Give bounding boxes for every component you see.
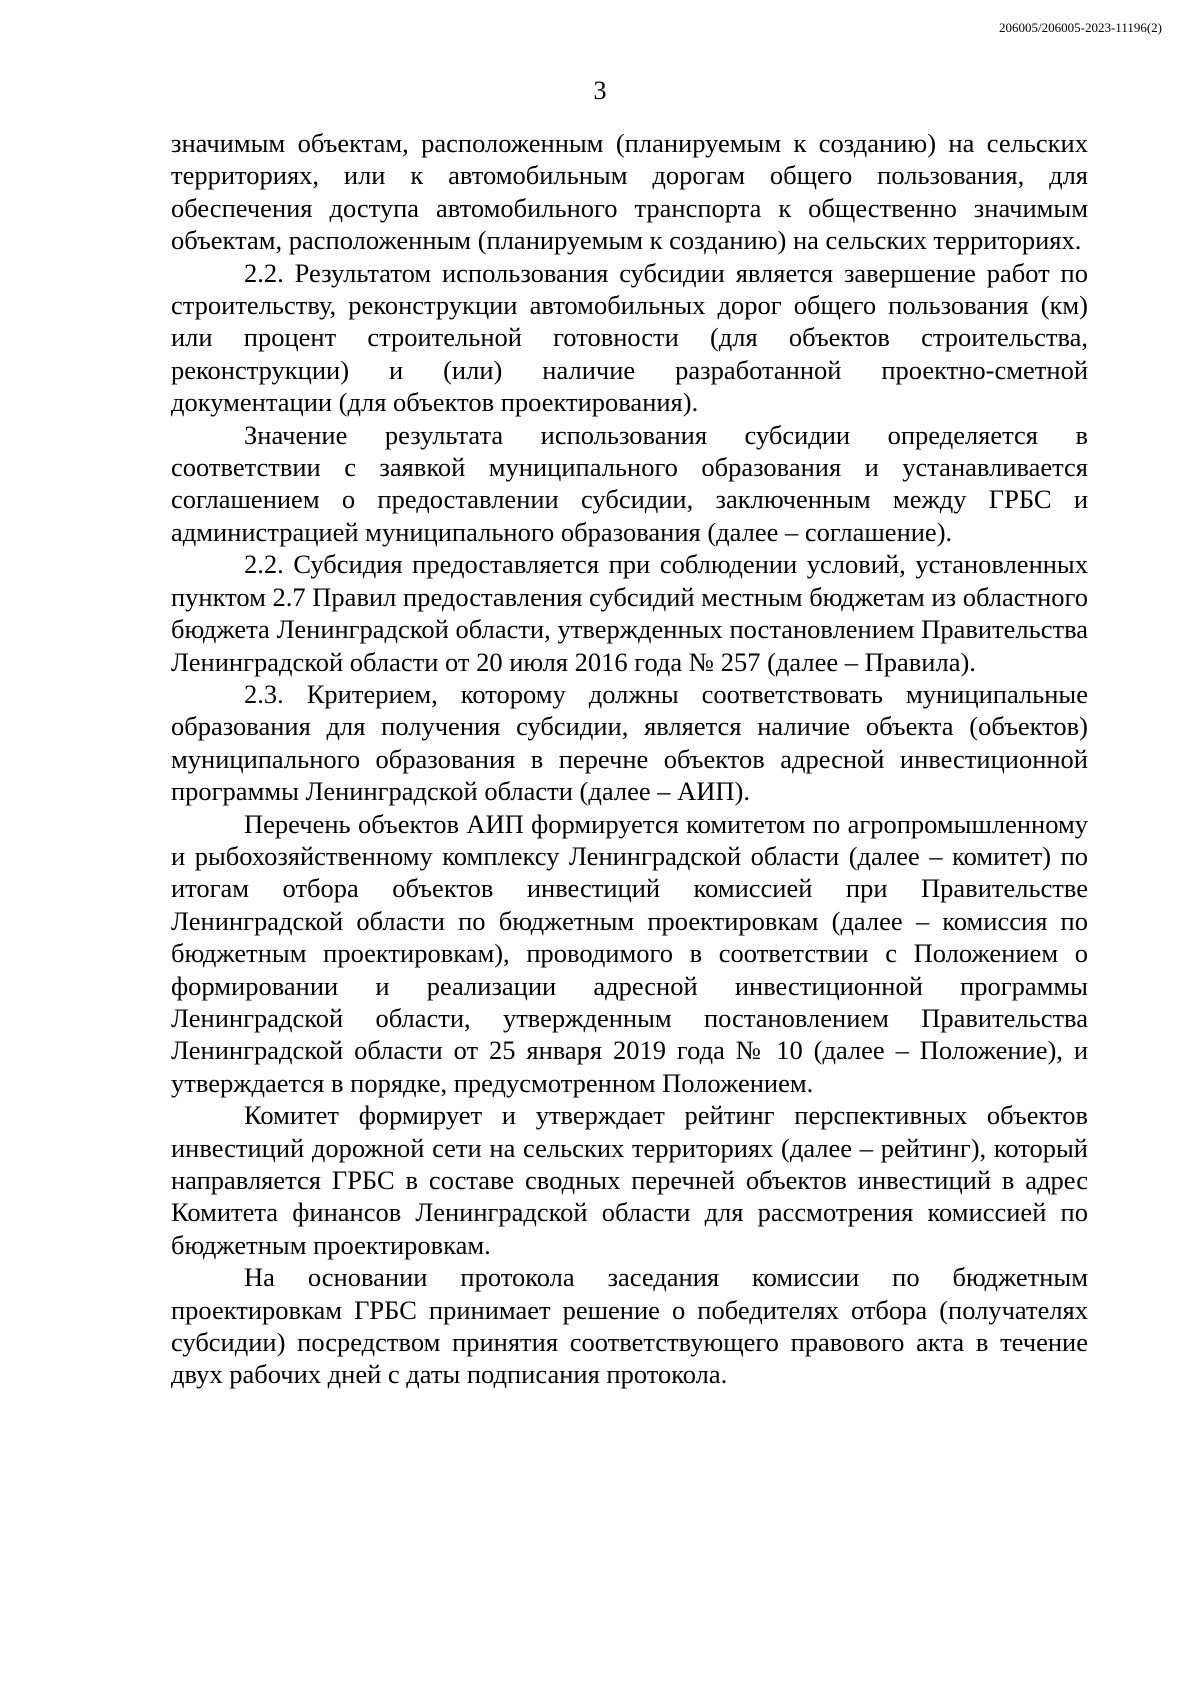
document-body [171, 127, 1088, 1391]
paragraph-result-of-subsidy: 2.2. Результатом использования субсидии является завершение работ по строительству, реконструкции автомобильных дорог общего пользования (км) или процент строительной готовности (для объектов строительства, реконструкции) и (или) наличие разработанной проектно-сметной документации (для объектов проектирования). [171, 257, 1088, 418]
document-id: 206005/206005-2023-11196(2) [999, 20, 1162, 35]
paragraph-continuation: значимым объектам, расположенным (планируемым к созданию) на сельских территориях, или к автомобильным дорогам общего пользования, для обеспечения доступа автомобильного транспорта к общественно значимым объектам, расположенным (планируемым к созданию) на сельских территориях. [171, 128, 1088, 256]
paragraph-rating: Комитет формирует и утверждает рейтинг перспективных объектов инвестиций дорожной сети на сельских территориях (далее – рейтинг), который направляется ГРБС в составе сводных перечней объектов инвестиций в адрес Комитета финансов Ленинградской области для рассмотрения комиссией по бюджетным проектировкам. [171, 1100, 1088, 1260]
paragraph-result-value: Значение результата использования субсидии определяется в соответствии с заявкой муниципального образования и устанавливается соглашением о предоставлении субсидии, заключенным между ГРБС и администрацией муниципального образования (далее – соглашение). [171, 419, 1088, 547]
paragraph-criterion: 2.3. Критерием, которому должны соответствовать муниципальные образования для получения субсидии, является наличие объекта (объектов) муниципального образования в перечне объектов адресной инвестиционной программы Ленинградской области (далее – АИП). [171, 678, 1088, 807]
page-number: 3 [593, 76, 607, 105]
paragraph-subsidy-conditions: 2.2. Субсидия предоставляется при соблюдении условий, установленных пунктом 2.7 Правил предоставления субсидий местным бюджетам из областного бюджета Ленинградской области, утвержденных постановлением Правительства Ленинградской области от 20 июля 2016 года № 257 (далее – Правила). [171, 549, 1088, 677]
paragraph-protocol-decision: На основании протокола заседания комиссии по бюджетным проектировкам ГРБС принимает решение о победителях отбора (получателях субсидии) посредством принятия соответствующего правового акта в течение двух рабочих дней с даты подписания протокола. [171, 1262, 1088, 1390]
paragraph-aip-list: Перечень объектов АИП формируется комитетом по агропромышленному и рыбохозяйственному комплексу Ленинградской области (далее – комитет) по итогам отбора объектов инвестиций комиссией при Правительстве Ленинградской области по бюджетным проектировкам (далее – комиссия по бюджетным проектировкам), проводимого в соответствии с Положением о формировании и реализации адресной инвестиционной программы Ленинградской области, утвержденным постановлением Правительства Ленинградской области от 25 января 2019 года № 10 (далее – Положение), и утверждается в порядке, предусмотренном Положением. [171, 808, 1088, 1098]
